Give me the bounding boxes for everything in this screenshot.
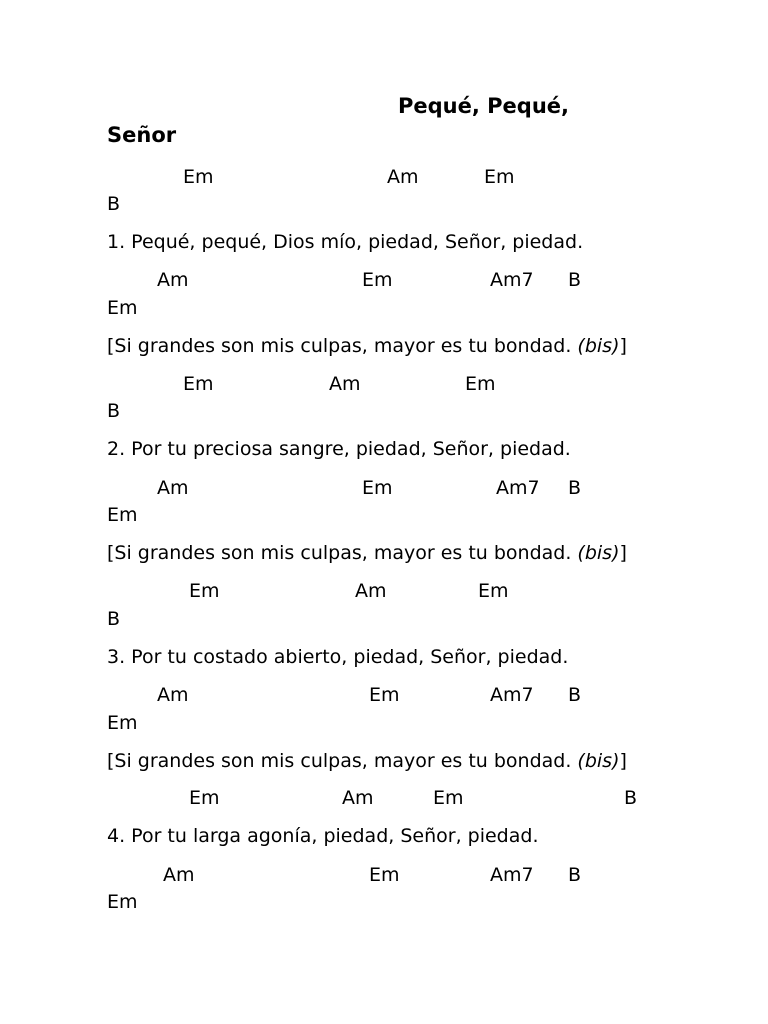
chord: Em	[465, 373, 496, 395]
chord: Em	[362, 477, 393, 499]
refrain-close: ]	[619, 335, 627, 357]
chord: Am	[157, 269, 189, 291]
chord: Am7	[490, 684, 534, 706]
chord-wrapped: Em	[107, 297, 138, 319]
refrain-close: ]	[619, 542, 627, 564]
chord: Em	[183, 166, 214, 188]
bis-marker: (bis)	[577, 335, 620, 357]
chord-wrapped: B	[107, 193, 121, 215]
chord: Am	[387, 166, 419, 188]
bis-marker: (bis)	[577, 542, 620, 564]
chord: Am	[157, 684, 189, 706]
chord: Am7	[490, 269, 534, 291]
chord: Am	[157, 477, 189, 499]
refrain-text: [Si grandes son mis culpas, mayor es tu bondad.	[107, 335, 578, 357]
chord: Em	[369, 864, 400, 886]
lyric-line: 4. Por tu larga agonía, piedad, Señor, piedad.	[107, 825, 539, 847]
chord: Em	[484, 166, 515, 188]
chord: Em	[369, 684, 400, 706]
refrain-line	[107, 335, 627, 357]
bis-marker: (bis)	[577, 750, 620, 772]
chord: B	[568, 864, 582, 886]
chord: Em	[478, 580, 509, 602]
lyric-line: 2. Por tu preciosa sangre, piedad, Señor, piedad.	[107, 438, 571, 460]
chord: Em	[189, 580, 220, 602]
chord: B	[624, 787, 638, 809]
song-title	[107, 92, 707, 150]
chord-wrapped: B	[107, 400, 121, 422]
chord: B	[568, 477, 582, 499]
chord: Em	[189, 787, 220, 809]
song-title-line-1: Pequé, Pequé,	[398, 94, 569, 118]
song-title-line-2: Señor	[107, 123, 177, 147]
chord: B	[568, 684, 582, 706]
refrain-line	[107, 750, 627, 772]
chord: Em	[362, 269, 393, 291]
chord: Em	[183, 373, 214, 395]
chord: Em	[433, 787, 464, 809]
refrain-line	[107, 542, 627, 564]
refrain-close: ]	[619, 750, 627, 772]
refrain-text: [Si grandes son mis culpas, mayor es tu bondad.	[107, 542, 578, 564]
chord: Am7	[490, 864, 534, 886]
chord: Am7	[496, 477, 540, 499]
chord-wrapped: Em	[107, 712, 138, 734]
chord: B	[568, 269, 582, 291]
chord: Am	[329, 373, 361, 395]
lyric-line: 1. Pequé, pequé, Dios mío, piedad, Señor, piedad.	[107, 231, 584, 253]
chord: Am	[355, 580, 387, 602]
chord-wrapped: Em	[107, 504, 138, 526]
chord-wrapped: Em	[107, 891, 138, 913]
chord-wrapped: B	[107, 608, 121, 630]
lyric-line: 3. Por tu costado abierto, piedad, Señor, piedad.	[107, 646, 569, 668]
chord: Am	[342, 787, 374, 809]
refrain-text: [Si grandes son mis culpas, mayor es tu bondad.	[107, 750, 578, 772]
chord: Am	[163, 864, 195, 886]
